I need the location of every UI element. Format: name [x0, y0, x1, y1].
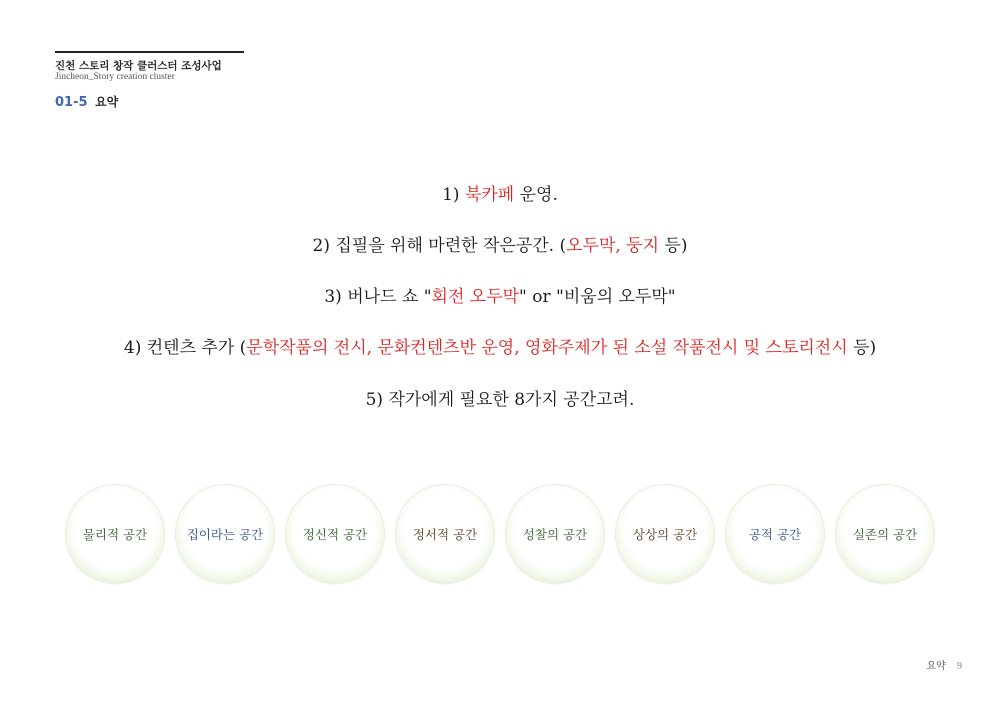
summary-line	[0, 180, 1000, 205]
space-label: 물리적 공간	[82, 527, 148, 542]
section-heading	[55, 93, 118, 110]
line-text: 1)	[442, 185, 465, 205]
space-label: 상상의 공간	[632, 527, 698, 542]
line-text: 2) 집필을 위해 마련한 작은공간. (	[312, 236, 567, 256]
highlighted-text: 문학작품의 전시, 문화컨텐츠반 운영, 영화주제가 된 소설 작품전시 및 스토리전시	[246, 338, 848, 358]
document-subtitle: Jincheon_Story creation cluster	[55, 72, 175, 82]
space-label: 집이라는 공간	[186, 527, 264, 542]
section-number: 01-5	[55, 95, 88, 110]
line-text: 4) 컨텐츠 추가 (	[123, 338, 247, 358]
summary-line	[0, 333, 1000, 358]
space-circle	[66, 485, 164, 583]
space-circles	[66, 485, 936, 585]
section-label: 요약	[95, 95, 119, 109]
footer-label: 요약	[926, 661, 946, 672]
line-text: 3) 버나드 쇼 "	[324, 287, 432, 307]
highlighted-text: 북카페	[464, 185, 515, 205]
page-footer	[926, 657, 962, 672]
highlighted-text: 오두막, 둥지	[566, 236, 660, 256]
document-title: 진천 스토리 창작 클러스터 조성사업	[55, 60, 222, 72]
highlighted-text: 회전 오두막	[431, 287, 520, 307]
space-circle	[286, 485, 384, 583]
space-label: 공적 공간	[748, 527, 802, 542]
space-label: 정신적 공간	[302, 527, 368, 542]
line-text: 등)	[659, 236, 688, 256]
header-rule	[55, 51, 244, 53]
space-circle	[616, 485, 714, 583]
space-label: 정서적 공간	[412, 527, 478, 542]
summary-line	[0, 385, 1000, 410]
space-circle	[726, 485, 824, 583]
space-circle	[396, 485, 494, 583]
page-number: 9	[957, 661, 962, 672]
space-circle	[506, 485, 604, 583]
space-circle	[836, 485, 934, 583]
space-label: 성찰의 공간	[522, 527, 588, 542]
line-text: " or "비움의 오두막"	[519, 287, 676, 307]
line-text: 등)	[847, 338, 877, 358]
summary-line	[0, 282, 1000, 307]
space-label: 실존의 공간	[852, 527, 918, 542]
space-circle	[176, 485, 274, 583]
summary-line	[0, 231, 1000, 256]
line-text: 운영.	[514, 185, 558, 205]
line-text: 5) 작가에게 필요한 8가지 공간고려.	[365, 390, 635, 410]
